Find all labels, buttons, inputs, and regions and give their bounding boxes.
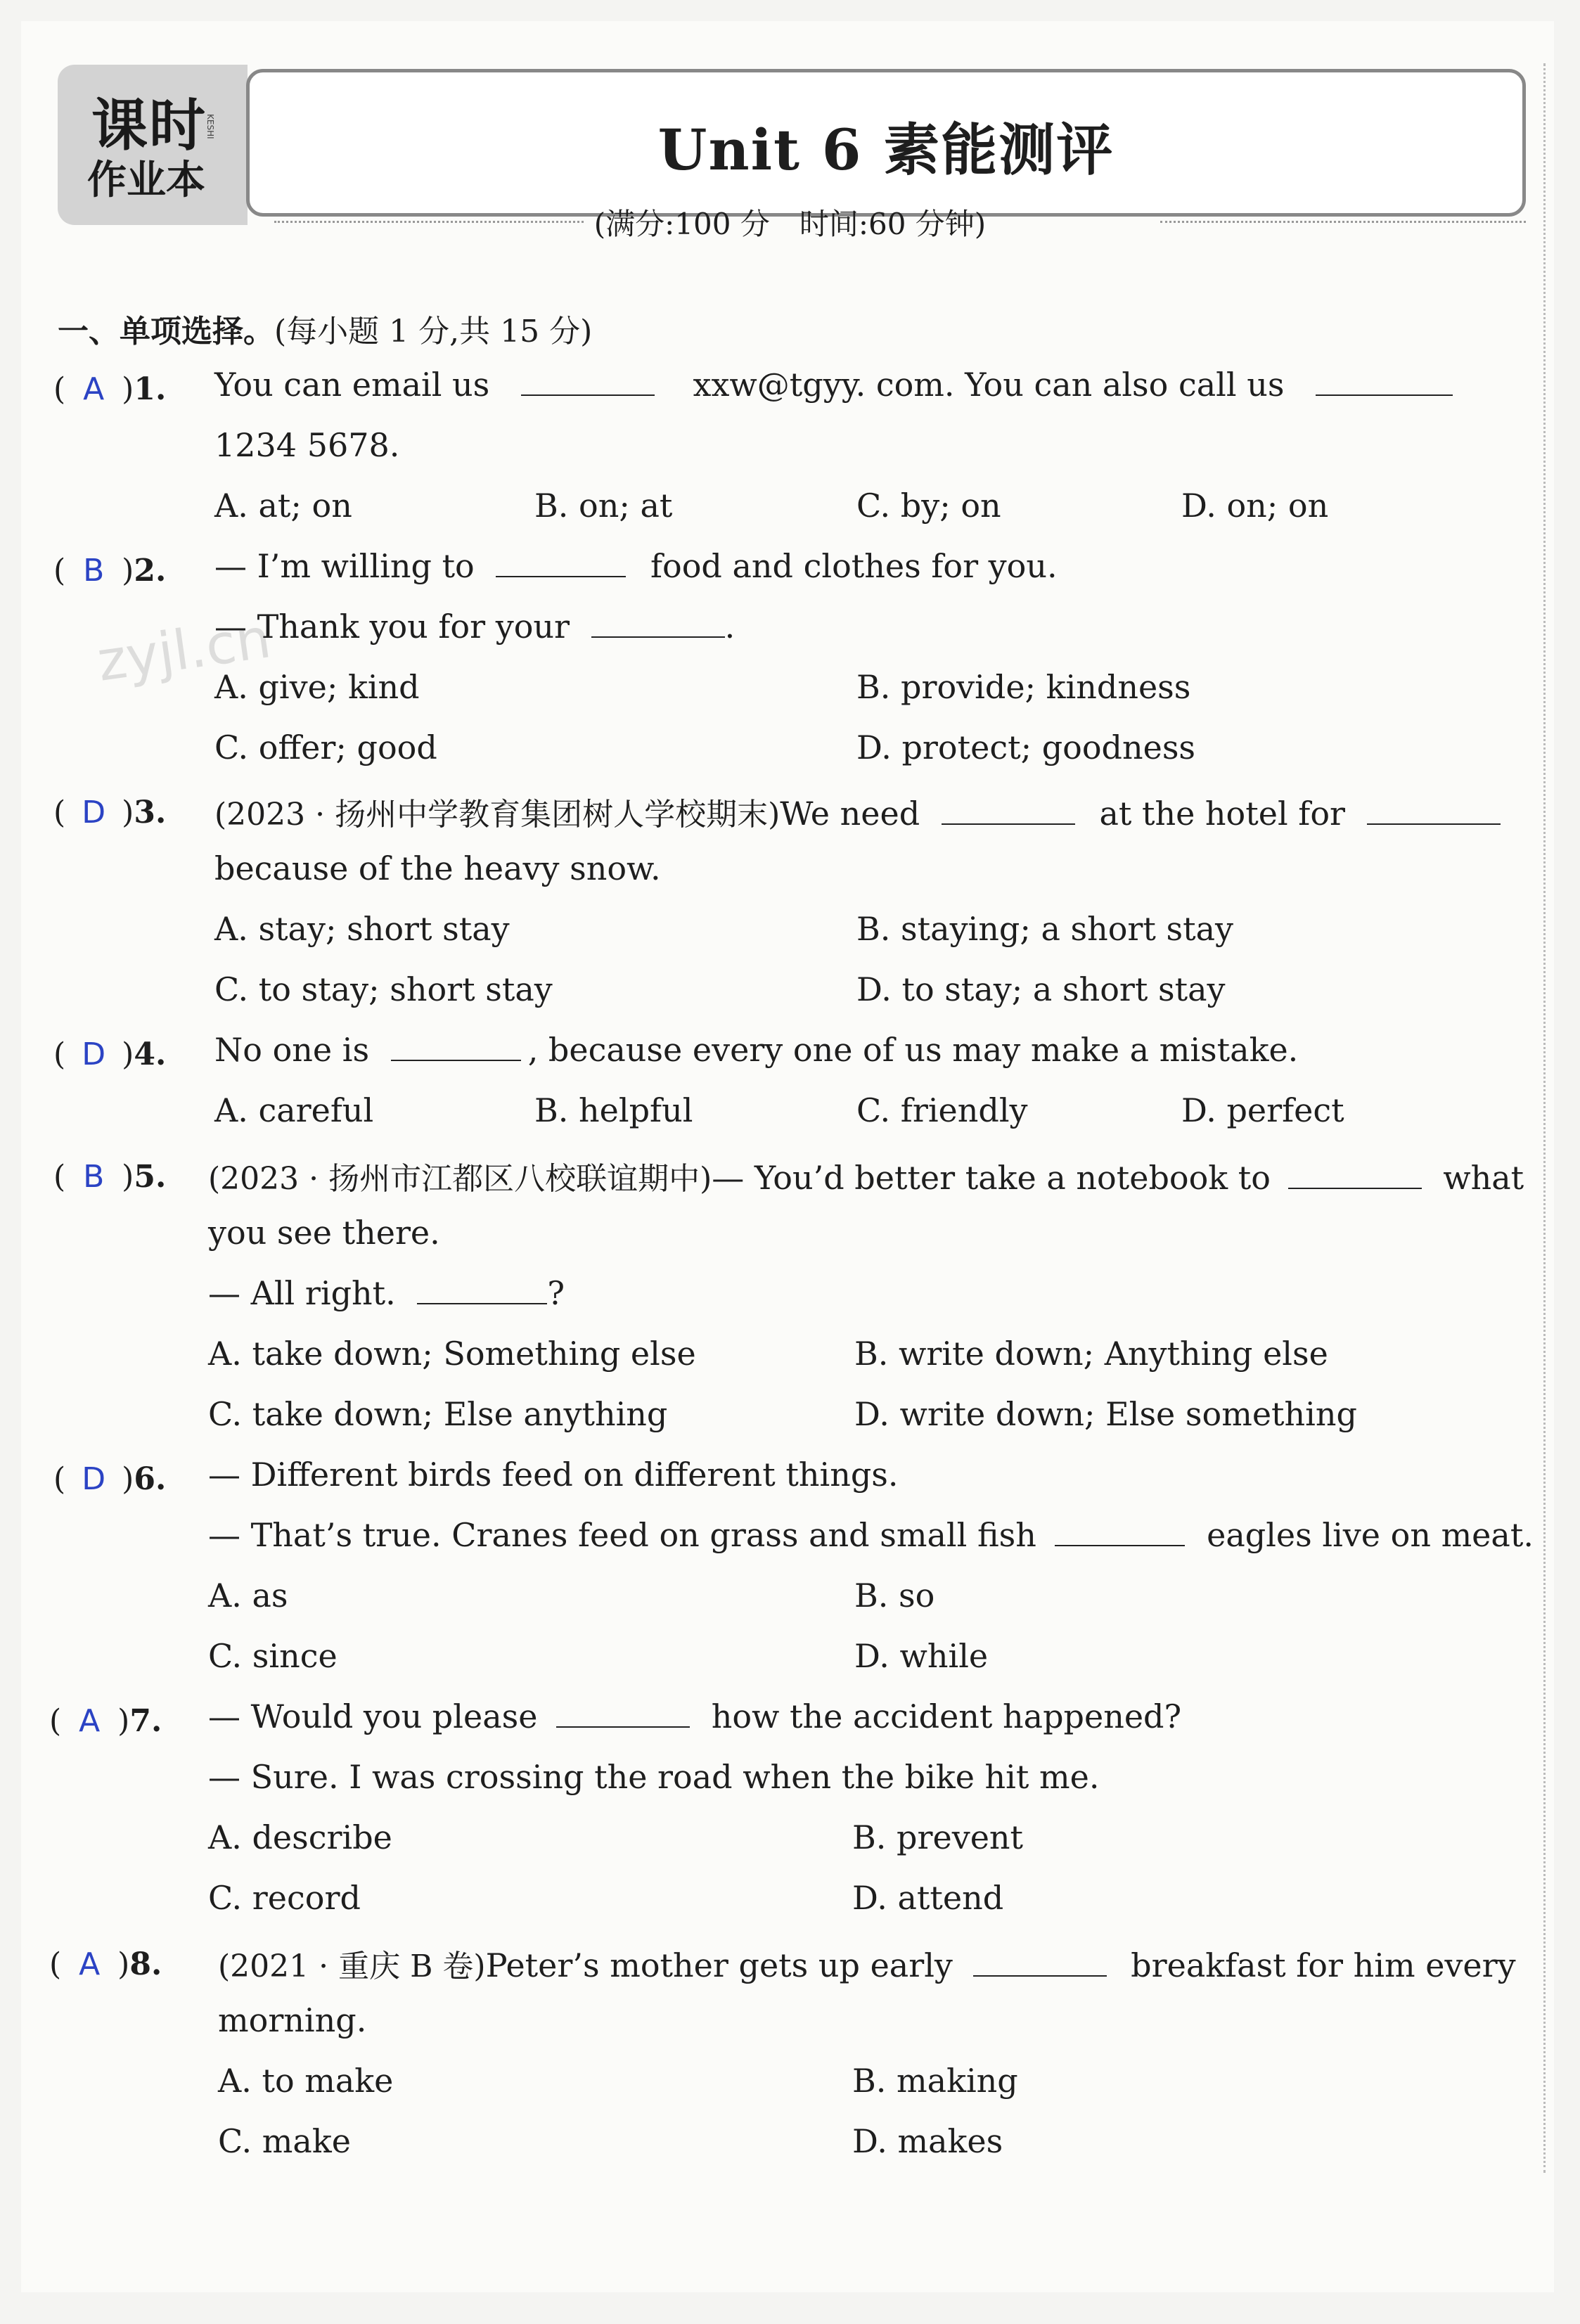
section-points: (每小题 1 分,共 15 分) <box>274 314 593 349</box>
answer-slot: ( A )1. <box>53 371 167 407</box>
answer-blank <box>1316 366 1453 396</box>
answer-blank <box>417 1275 547 1304</box>
answer-slot: ( A )8. <box>49 1946 162 1982</box>
stem-text: We need <box>780 795 920 833</box>
question-number: 2. <box>134 553 167 589</box>
section-title <box>58 306 592 351</box>
stem-text: at the hotel for <box>1099 795 1345 833</box>
option-a[interactable]: A. to make <box>218 2062 394 2100</box>
answer-blank <box>556 1698 690 1728</box>
stem-text: — Would you please <box>208 1697 538 1735</box>
question-stem <box>208 1153 1524 1198</box>
page-title: Unit 6 素能测评 <box>657 117 1115 183</box>
answer-blank <box>973 1947 1107 1977</box>
logo-top-text: 课时 <box>91 93 207 158</box>
option-d[interactable]: D. while <box>854 1637 989 1675</box>
question-number: 3. <box>134 795 167 830</box>
question-stem-line-2 <box>214 608 735 646</box>
answer-blank <box>1367 795 1501 825</box>
logo-small-text: KESHI <box>205 114 215 139</box>
question-stem: — Different birds feed on different things. <box>208 1456 899 1494</box>
title-banner <box>246 69 1526 217</box>
option-d[interactable]: D. protect; goodness <box>856 728 1196 766</box>
stem-text: Peter’s mother gets up early <box>485 1946 953 1984</box>
option-c[interactable]: C. take down; Else anything <box>208 1395 668 1433</box>
stem-continuation: you see there. <box>208 1214 440 1252</box>
option-b[interactable]: B. making <box>852 2062 1018 2100</box>
stem-text: how the accident happened? <box>711 1697 1182 1735</box>
stem-continuation: — Sure. I was crossing the road when the bike hit me. <box>208 1758 1100 1796</box>
stem-text: breakfast for him every <box>1131 1946 1516 1984</box>
option-b[interactable]: B. helpful <box>534 1091 693 1129</box>
stem-text: — I’m willing to <box>214 547 475 585</box>
question-source: (2023 · 扬州中学教育集团树人学校期末) <box>214 797 781 833</box>
question-number: 7. <box>129 1703 162 1739</box>
watermark: zyjl.cn <box>93 607 275 694</box>
option-d[interactable]: D. write down; Else something <box>854 1395 1357 1433</box>
stem-text: — That’s true. Cranes feed on grass and small fish <box>208 1516 1036 1554</box>
option-d[interactable]: D. makes <box>852 2122 1003 2160</box>
option-d[interactable]: D. on; on <box>1181 487 1329 525</box>
answer-blank <box>1288 1160 1422 1189</box>
section-heading: 一、单项选择。 <box>58 314 274 349</box>
stem-text: , because every one of us may make a mistake. <box>527 1031 1299 1069</box>
option-c[interactable]: C. record <box>208 1879 361 1917</box>
question-number: 5. <box>134 1159 167 1195</box>
option-a[interactable]: A. describe <box>208 1818 392 1856</box>
option-a[interactable]: A. give; kind <box>214 668 420 706</box>
answer-slot: ( D )3. <box>53 795 167 830</box>
option-b[interactable]: B. so <box>854 1577 935 1614</box>
option-c[interactable]: C. by; on <box>856 487 1001 525</box>
option-b[interactable]: B. provide; kindness <box>856 668 1191 706</box>
answer-slot: ( B )2. <box>53 553 167 589</box>
question-stem <box>214 1031 1298 1069</box>
logo-bottom-text: 作业本 <box>87 158 205 203</box>
question-number: 8. <box>129 1946 162 1982</box>
option-d[interactable]: D. to stay; a short stay <box>856 970 1226 1008</box>
option-c[interactable]: C. since <box>208 1637 338 1675</box>
option-a[interactable]: A. as <box>208 1577 288 1614</box>
stem-text: — You’d better take a notebook to <box>712 1159 1271 1197</box>
answer-blank <box>1055 1517 1185 1546</box>
option-b[interactable]: B. on; at <box>534 487 673 525</box>
question-stem-line-2 <box>208 1516 1534 1554</box>
option-a[interactable]: A. stay; short stay <box>214 910 510 948</box>
question-number: 1. <box>134 371 167 407</box>
question-stem <box>208 1697 1181 1735</box>
question-source: (2023 · 扬州市江都区八校联谊期中) <box>208 1161 712 1197</box>
option-a[interactable]: A. careful <box>214 1091 374 1129</box>
page-subtitle: (满分:100 分 时间:60 分钟) <box>593 207 987 241</box>
option-c[interactable]: C. to stay; short stay <box>214 970 553 1008</box>
answer-letter: D <box>82 795 106 830</box>
option-c[interactable]: C. make <box>218 2122 351 2160</box>
stem-text: No one is <box>214 1031 370 1069</box>
question-number: 4. <box>134 1036 167 1072</box>
option-b[interactable]: B. staying; a short stay <box>856 910 1234 948</box>
answer-letter: D <box>82 1461 106 1497</box>
question-stem <box>214 366 1453 404</box>
question-stem <box>218 1941 1516 1986</box>
answer-blank <box>391 1032 521 1061</box>
answer-letter: A <box>79 1946 101 1982</box>
answer-letter: D <box>82 1036 106 1072</box>
answer-slot: ( D )6. <box>53 1461 167 1497</box>
option-c[interactable]: C. friendly <box>856 1091 1028 1129</box>
answer-blank <box>591 608 725 638</box>
stem-text: You can email us <box>214 366 490 404</box>
question-stem <box>214 789 1501 834</box>
answer-slot: ( A )7. <box>49 1703 162 1739</box>
stem-continuation: morning. <box>218 2001 367 2039</box>
stem-continuation: because of the heavy snow. <box>214 849 661 887</box>
stem-text: ? <box>547 1274 565 1312</box>
answer-slot: ( D )4. <box>53 1036 167 1072</box>
option-b[interactable]: B. prevent <box>852 1818 1024 1856</box>
stem-continuation: 1234 5678. <box>214 426 400 464</box>
stem-text: — All right. <box>208 1274 396 1312</box>
stem-text: — Thank you for your <box>214 608 570 646</box>
stem-text: eagles live on meat. <box>1207 1516 1534 1554</box>
answer-letter: B <box>83 553 105 589</box>
answer-blank <box>496 548 626 577</box>
question-source: (2021 · 重庆 B 卷) <box>218 1949 486 1984</box>
option-c[interactable]: C. offer; good <box>214 728 437 766</box>
answer-slot: ( B )5. <box>53 1159 167 1195</box>
option-a[interactable]: A. at; on <box>214 487 352 525</box>
question-stem <box>214 547 1058 585</box>
option-b[interactable]: B. write down; Anything else <box>854 1335 1328 1373</box>
option-a[interactable]: A. take down; Something else <box>208 1335 696 1373</box>
answer-blank <box>942 795 1075 825</box>
answer-letter: B <box>83 1159 105 1195</box>
answer-blank <box>521 366 655 396</box>
stem-text: . <box>724 608 736 646</box>
stem-text: xxw@tgyy. com. You can also call us <box>693 366 1285 404</box>
stem-text: food and clothes for you. <box>650 547 1058 585</box>
stem-text: what <box>1443 1159 1524 1197</box>
answer-letter: A <box>79 1703 101 1739</box>
option-d[interactable]: D. attend <box>852 1879 1004 1917</box>
question-stem-line-3 <box>208 1274 565 1312</box>
option-d[interactable]: D. perfect <box>1181 1091 1344 1129</box>
page-edge-divider <box>1543 63 1548 2173</box>
answer-letter: A <box>83 371 105 407</box>
question-number: 6. <box>134 1461 167 1497</box>
